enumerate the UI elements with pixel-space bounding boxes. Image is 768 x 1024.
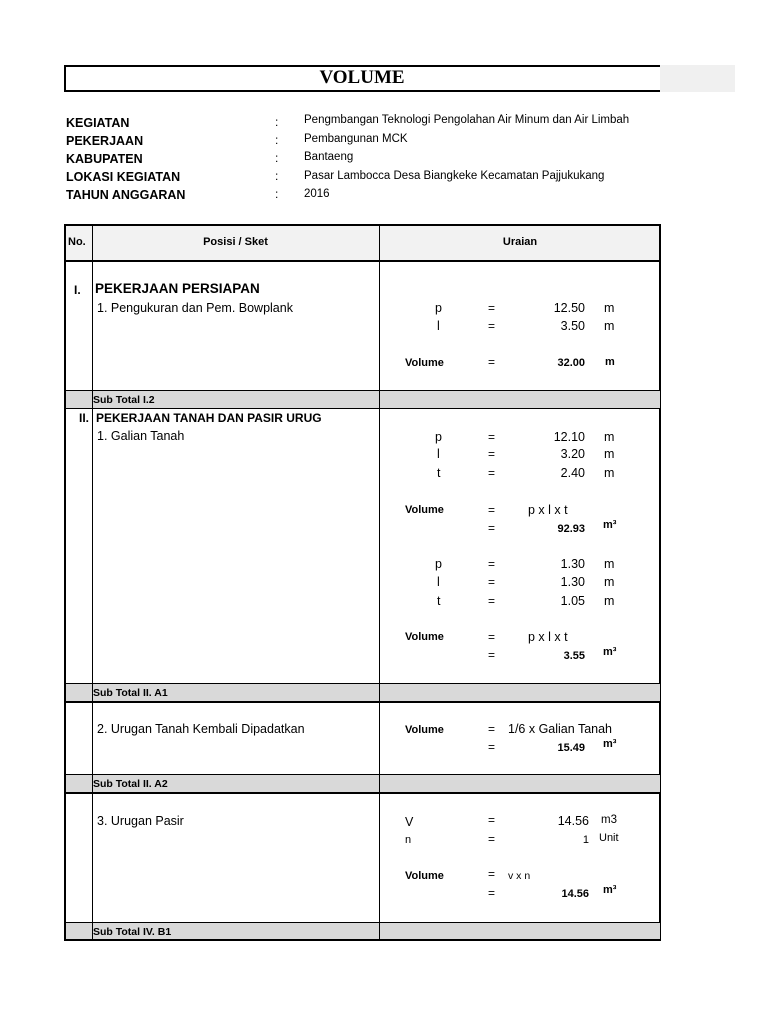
item-label: 1. Galian Tanah [97,429,185,443]
value: 1 [582,834,589,846]
equals-sign: = [488,594,496,608]
volume-label: Volume [405,870,444,882]
equals-sign: = [488,355,496,369]
value: 3.50 [560,319,585,333]
value: 1.30 [560,557,585,571]
formula: v x n [508,870,531,882]
equals-sign: = [488,813,496,827]
var-label: t [437,594,441,608]
equals-sign: = [488,430,496,444]
subtotal-label: Sub Total I.2 [93,394,155,406]
subtotal-label: Sub Total II. A2 [93,778,168,790]
formula: p x l x t [528,503,568,517]
unit: m [604,594,615,608]
info-colon: : [275,133,279,147]
info-value-kabupaten: Bantaeng [304,151,354,163]
unit: m³ [603,738,617,750]
unit: m [604,430,615,444]
volume-label: Volume [405,357,444,369]
row-line [64,792,661,794]
subtotal-label: Sub Total II. A1 [93,687,168,699]
volume-value: 32.00 [557,357,585,369]
unit: m [605,356,615,368]
header-uraian: Uraian [502,236,538,248]
var-label: n [405,834,412,846]
row-line [64,390,661,391]
volume-value: 15.49 [557,742,585,754]
var-label: p [435,557,442,571]
unit: Unit [599,832,619,844]
var-label: V [405,815,414,829]
equals-sign: = [488,466,496,480]
info-colon: : [275,187,279,201]
equals-sign: = [488,630,496,644]
volume-value: 92.93 [557,523,585,535]
value: 14.56 [557,814,589,828]
equals-sign: = [488,740,496,754]
volume-label: Volume [405,504,444,516]
info-colon: : [275,169,279,183]
info-value-kegiatan: Pengmbangan Teknologi Pengolahan Air Minum dan Air Limbah [304,114,630,126]
equals-sign: = [488,301,496,315]
section-number: II. [79,411,90,425]
var-label: l [437,319,440,333]
var-label: p [435,301,442,315]
info-value-pekerjaan: Pembangunan MCK [304,133,408,145]
volume-label: Volume [405,724,444,736]
value: 2.40 [560,466,585,480]
info-label-lokasi: LOKASI KEGIATAN [66,170,181,184]
unit: m [604,557,615,571]
equals-sign: = [488,832,496,846]
row-line [64,701,661,703]
equals-sign: = [488,575,496,589]
unit: m³ [603,519,617,531]
value: 3.20 [560,447,585,461]
section-number: I. [74,283,81,297]
item-label: 3. Urugan Pasir [97,814,184,828]
var-label: p [435,430,442,444]
formula: p x l x t [528,630,568,644]
equals-sign: = [488,447,496,461]
var-label: l [437,575,440,589]
equals-sign: = [488,557,496,571]
volume-value: 3.55 [563,650,585,662]
unit: m [604,575,615,589]
unit: m³ [603,646,617,658]
equals-sign: = [488,648,496,662]
value: 1.05 [560,594,585,608]
value: 12.10 [553,430,585,444]
unit: m [604,301,615,315]
info-label-kabupaten: KABUPATEN [66,152,143,166]
column-divider [92,225,93,941]
column-divider [379,225,380,941]
info-colon: : [275,151,279,165]
table-bottom-line [64,939,661,941]
var-label: t [437,466,441,480]
row-line [64,922,661,923]
row-line [64,408,661,409]
equals-sign: = [488,722,496,736]
header-bottom-line [64,260,661,262]
row-line [64,774,661,775]
volume-value: 14.56 [561,888,589,900]
unit: m³ [603,884,617,896]
formula: 1/6 x Galian Tanah [508,722,613,736]
item-label: 2. Urugan Tanah Kembali Dipadatkan [97,722,305,736]
volume-label: Volume [405,631,444,643]
title-shading [660,65,735,92]
row-line [64,683,661,684]
unit: m [604,447,615,461]
equals-sign: = [488,521,496,535]
unit: m [604,466,615,480]
item-label: 1. Pengukuran dan Pem. Bowplank [97,301,293,315]
header-posisi: Posisi / Sket [203,236,268,248]
info-value-tahun: 2016 [304,188,330,200]
value: 12.50 [553,301,585,315]
info-label-pekerjaan: PEKERJAAN [66,134,144,148]
page-title: VOLUME [319,67,405,88]
section-title: PEKERJAAN PERSIAPAN [95,281,260,296]
info-colon: : [275,115,279,129]
equals-sign: = [488,503,496,517]
equals-sign: = [488,319,496,333]
equals-sign: = [488,886,496,900]
unit: m3 [601,814,617,826]
value: 1.30 [560,575,585,589]
equals-sign: = [488,867,496,881]
var-label: l [437,447,440,461]
unit: m [604,319,615,333]
info-label-tahun: TAHUN ANGGARAN [66,188,186,202]
subtotal-row [66,391,660,408]
subtotal-label: Sub Total IV. B1 [93,926,172,938]
info-label-kegiatan: KEGIATAN [66,116,130,130]
info-value-lokasi: Pasar Lambocca Desa Biangkeke Kecamatan Pajjukukang [304,170,605,182]
section-title: PEKERJAAN TANAH DAN PASIR URUG [96,411,322,425]
header-no: No. [68,236,86,248]
